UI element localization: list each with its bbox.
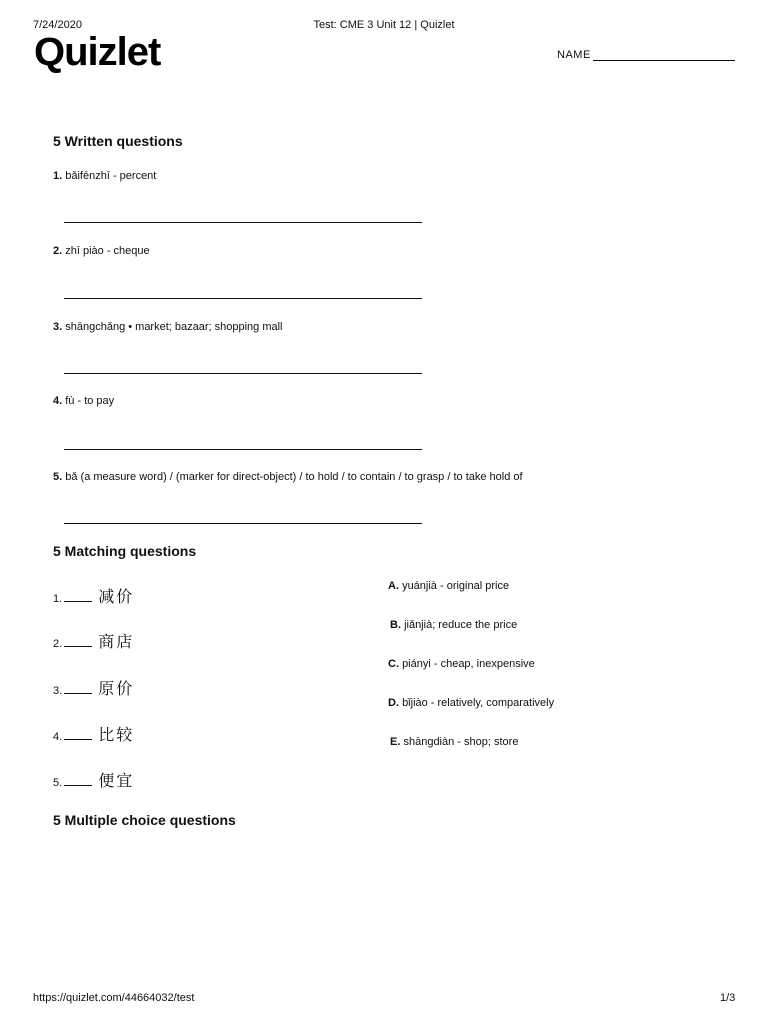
print-url: https://quizlet.com/44664032/test (33, 992, 195, 1004)
name-label: NAME (557, 49, 591, 61)
answer-line (64, 373, 422, 374)
matching-option (390, 736, 518, 748)
matching-option (390, 619, 517, 631)
written-question (53, 170, 156, 182)
answer-line (64, 523, 422, 524)
multiple-choice-section-title: 5 Multiple choice questions (53, 812, 236, 828)
written-question (53, 395, 114, 407)
question-number: 3. (53, 321, 63, 333)
name-line (593, 50, 735, 61)
page-number: 1/3 (720, 992, 736, 1004)
term-text: 比较 (98, 725, 135, 744)
option-text: jiǎnjià; reduce the price (404, 619, 518, 631)
written-section-title: 5 Written questions (53, 133, 183, 149)
question-text: fù - to pay (65, 395, 115, 407)
term-text: 商店 (98, 632, 135, 651)
question-text: zhī piào - cheque (65, 245, 150, 257)
option-text: shāngdiàn - shop; store (403, 736, 519, 748)
matching-option (388, 580, 509, 592)
quizlet-logo: Quizlet (34, 30, 161, 74)
option-letter: B. (390, 619, 401, 631)
answer-blank (64, 683, 92, 694)
matching-term-row (53, 676, 134, 699)
answer-line (64, 449, 422, 450)
matching-option (388, 658, 535, 670)
question-text: shāngchǎng • market; bazaar; shopping mall (65, 321, 283, 333)
term-text: 减价 (98, 587, 135, 606)
matching-term-row (53, 629, 134, 652)
matching-term-row (53, 768, 134, 791)
question-number: 2. (53, 245, 63, 257)
term-number: 1. (53, 593, 63, 605)
written-question (53, 471, 523, 483)
option-letter: E. (390, 736, 401, 748)
written-question (53, 245, 150, 257)
question-number: 4. (53, 395, 63, 407)
question-number: 5. (53, 471, 63, 483)
matching-term-row (53, 584, 134, 607)
answer-blank (64, 636, 92, 647)
term-number: 4. (53, 731, 63, 743)
answer-blank (64, 775, 92, 786)
matching-section-title: 5 Matching questions (53, 543, 197, 559)
term-number: 5. (53, 777, 63, 789)
answer-line (64, 298, 422, 299)
term-text: 原价 (98, 679, 135, 698)
option-letter: C. (388, 658, 399, 670)
option-text: bǐjiào - relatively, comparatively (402, 697, 555, 709)
answer-blank (64, 591, 92, 602)
question-text: bǎ (a measure word) / (marker for direct-object) / to hold / to contain / to grasp / to take hold of (65, 471, 523, 483)
question-number: 1. (53, 170, 63, 182)
matching-term-row (53, 722, 134, 745)
written-question (53, 321, 283, 333)
answer-blank (64, 729, 92, 740)
print-date: 7/24/2020 (33, 19, 82, 31)
answer-line (64, 222, 422, 223)
option-text: piányi - cheap, inexpensive (402, 658, 535, 670)
print-page-title: Test: CME 3 Unit 12 | Quizlet (313, 19, 455, 31)
term-number: 2. (53, 638, 63, 650)
option-text: yuánjià - original price (402, 580, 510, 592)
matching-option (388, 697, 554, 709)
option-letter: D. (388, 697, 399, 709)
term-text: 便宜 (98, 771, 135, 790)
option-letter: A. (388, 580, 399, 592)
question-text: bǎifēnzhī - percent (65, 170, 157, 182)
name-field (557, 49, 735, 61)
term-number: 3. (53, 685, 63, 697)
